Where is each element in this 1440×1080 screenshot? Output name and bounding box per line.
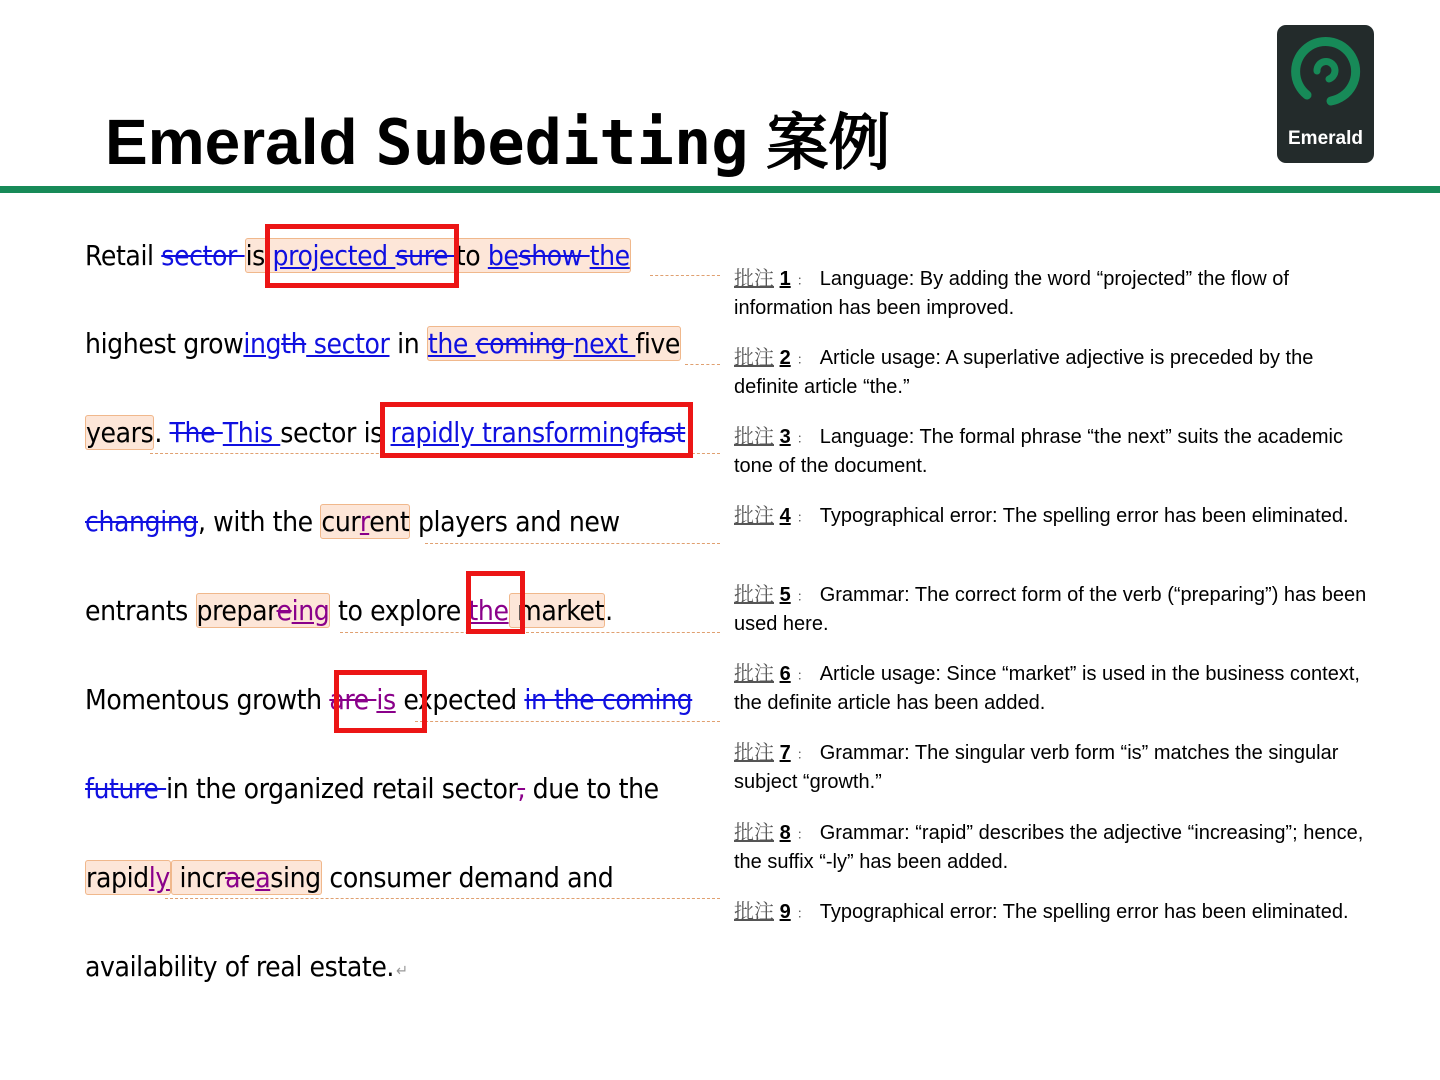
doc-line-9: availability of real estate. ↵ — [85, 950, 408, 983]
emerald-swirl-icon — [1287, 33, 1364, 123]
logo-text: Emerald — [1288, 128, 1363, 149]
comment-connector — [340, 632, 720, 633]
comment-2: 批注 2 ： Article usage: A superlative adjective is preceded by the definite article “the.” — [734, 345, 1314, 398]
comment-8: 批注 8 ： Grammar: “rapid” describes the adjective “increasing”; hence, the suffix “-ly” has been added. — [734, 820, 1364, 873]
doc-line-3: years. The This sector is rapidly transformingfast — [86, 416, 686, 449]
highlight-box — [466, 571, 525, 634]
highlight-box — [380, 402, 693, 458]
doc-line-8: rapidly incraeasing consumer demand and — [86, 861, 614, 894]
comment-6: 批注 6 ： Article usage: Since “market” is used in the business context, the definite article has been added. — [734, 661, 1360, 714]
title-part-1: Emerald — [105, 106, 358, 178]
comment-connector — [165, 898, 720, 899]
highlight-box — [265, 224, 459, 288]
comment-7: 批注 7 ： Grammar: The singular verb form “is” matches the singular subject “growth.” — [734, 740, 1339, 793]
doc-line-6: Momentous growth are is expected in the coming — [85, 683, 693, 716]
comment-connector — [685, 364, 720, 365]
comment-connector — [415, 721, 720, 722]
comment-connector — [650, 275, 720, 276]
comment-1: 批注 1 ： Language: By adding the word “projected” the flow of information has been improved. — [734, 266, 1289, 319]
doc-line-5: entrants prepareing to explore the market. — [85, 594, 613, 627]
title-divider — [0, 186, 1440, 193]
doc-line-7: future in the organized retail sector, due to the — [85, 772, 659, 805]
title-part-3: 案例 — [766, 106, 891, 179]
doc-line-1: Retail sector is projected sure to beshow the — [85, 239, 630, 272]
title-part-2: Subediting — [375, 106, 749, 179]
emerald-logo — [1277, 25, 1374, 163]
comment-4: 批注 4 ： Typographical error: The spelling error has been eliminated. — [734, 503, 1349, 527]
doc-line-2: highest growingth sector in the coming next five — [85, 327, 681, 360]
doc-line-4: changing, with the current players and new — [85, 505, 620, 538]
pilcrow-icon: ↵ — [396, 961, 408, 980]
comment-3: 批注 3 ： Language: The formal phrase “the next” suits the academic tone of the document. — [734, 424, 1343, 477]
page-title — [105, 102, 890, 183]
highlight-box — [334, 670, 427, 733]
comment-5: 批注 5 ： Grammar: The correct form of the verb (“preparing”) has been used here. — [734, 582, 1367, 635]
comment-9: 批注 9 ： Typographical error: The spelling error has been eliminated. — [734, 899, 1349, 923]
comment-connector — [425, 543, 720, 544]
